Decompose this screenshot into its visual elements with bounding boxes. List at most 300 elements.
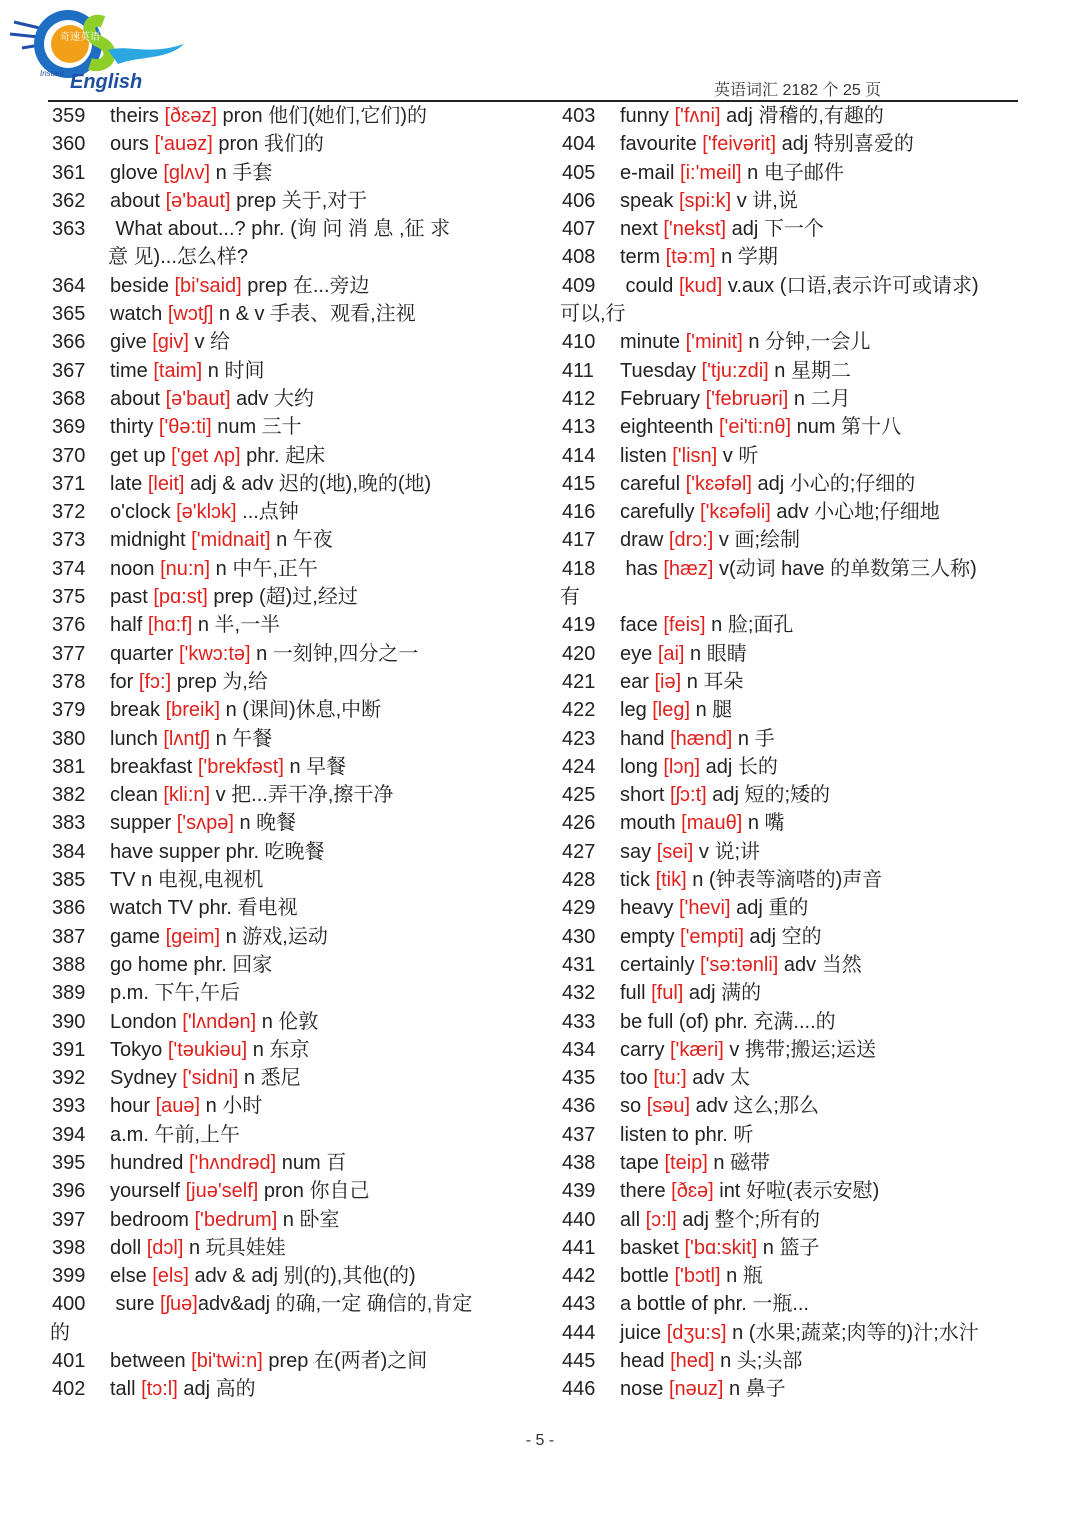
vocab-entry [562, 781, 1022, 809]
entry-phonetic: [leit] [147, 472, 185, 495]
entry-phonetic: ['bɑ:skit] [684, 1236, 758, 1259]
vocab-entry [562, 1177, 1022, 1205]
entry-definition: num 第十八 [791, 416, 902, 439]
vocab-entry [562, 1092, 1022, 1120]
entry-number: 409 [562, 274, 596, 297]
entry-word: half [110, 614, 148, 637]
entry-word: February [620, 387, 706, 410]
entry-definition: n 手套 [210, 161, 273, 184]
entry-word: beside [110, 274, 175, 297]
entry-definition: adj 特别喜爱的 [776, 133, 914, 156]
entry-phonetic: [leg] [652, 699, 691, 722]
svg-text:奇速英语: 奇速英语 [60, 32, 100, 43]
entry-number: 415 [562, 472, 596, 495]
entry-definition: n 学期 [715, 246, 778, 269]
entry-definition: adv & adj 别(的),其他(的) [188, 1265, 416, 1288]
entry-definition: n 二月 [788, 387, 851, 410]
entry-phonetic: ['februəri] [705, 387, 789, 410]
entry-word: get up [110, 444, 172, 467]
vocab-entry [562, 1347, 1022, 1375]
entry-definition: n 腿 [690, 699, 733, 722]
vocab-entry [52, 272, 527, 300]
entry-definition: prep (超)过,经过 [207, 586, 358, 609]
entry-word: hundred [110, 1151, 189, 1174]
vocab-entry [562, 809, 1022, 837]
entry-word: quarter [110, 642, 179, 665]
svg-text:Instant: Instant [40, 69, 65, 78]
entry-definition: prep 在...旁边 [241, 274, 370, 297]
vocab-entry [52, 809, 527, 837]
entry-number: 398 [52, 1236, 86, 1259]
entry-word: term [620, 246, 666, 269]
entry-number: 396 [52, 1180, 86, 1203]
entry-word: bottle [620, 1265, 675, 1288]
entry-number: 416 [562, 501, 596, 524]
entry-phonetic: ['θə:ti] [158, 416, 212, 439]
entry-phonetic: ['tju:zdi] [701, 359, 769, 382]
entry-phonetic: [ðɛə] [671, 1180, 714, 1203]
vocab-entry [562, 385, 1022, 413]
entry-word: draw [620, 529, 669, 552]
vocab-entry [562, 272, 1022, 329]
entry-definition: v 听 [717, 444, 759, 467]
vocab-entry [52, 725, 527, 753]
entry-number: 443 [562, 1293, 596, 1316]
entry-number: 427 [562, 840, 596, 863]
entry-word: juice [620, 1321, 667, 1344]
entry-number: 385 [52, 869, 86, 892]
entry-word: so [620, 1095, 647, 1118]
entry-word: head [620, 1350, 671, 1373]
vocab-entry [562, 470, 1022, 498]
entry-number: 364 [52, 274, 86, 297]
entry-phonetic: [ðɛəz] [164, 105, 217, 127]
entry-phonetic: ['ei'ti:nθ] [718, 416, 792, 439]
entry-number: 399 [52, 1265, 86, 1288]
entry-number: 437 [562, 1123, 596, 1146]
entry-word: basket [620, 1236, 685, 1259]
entry-definition: n 早餐 [283, 755, 347, 778]
vocab-entry [562, 668, 1022, 696]
entry-definition: n 眼睛 [684, 642, 747, 665]
entry-word: Tuesday [620, 359, 702, 382]
entry-word: break [110, 699, 166, 722]
entry-number: 389 [52, 982, 86, 1005]
vocab-count-info: 英语词汇 2182 个 25 页 [714, 82, 882, 99]
entry-phonetic: ['bedrum] [194, 1208, 278, 1231]
entry-phonetic: ['fʌni] [674, 105, 721, 127]
entry-definition: n 游戏,运动 [220, 925, 328, 948]
entry-number: 379 [52, 699, 86, 722]
vocab-entry [52, 951, 527, 979]
vocab-entry [52, 1092, 527, 1120]
entry-phonetic: [geim] [165, 925, 221, 948]
entry-word: heavy [620, 897, 679, 920]
entry-word: mouth [620, 812, 682, 835]
entry-definition: num 百 [276, 1151, 347, 1174]
entry-number: 422 [562, 699, 596, 722]
entry-definition: n 玩具娃娃 [183, 1236, 286, 1259]
entry-definition: adj 长的 [700, 755, 778, 778]
entry-number: 420 [562, 642, 596, 665]
entry-definition: v 携带;搬运;运送 [723, 1038, 877, 1061]
entry-number: 362 [52, 189, 86, 212]
vocab-entry [52, 1064, 527, 1092]
entry-word: carefully [620, 501, 701, 524]
entry-phonetic: [glʌv] [163, 161, 211, 184]
entry-number: 365 [52, 303, 86, 326]
entry-phonetic: [tə:m] [665, 246, 716, 269]
entry-word: there [620, 1180, 672, 1203]
entry-word: Sydney [110, 1067, 183, 1090]
vocab-entry [52, 1234, 527, 1262]
entry-phonetic: ['hevi] [678, 897, 731, 920]
entry-word: eighteenth [620, 416, 719, 439]
entry-word: hour [110, 1095, 156, 1118]
entry-phonetic: ['kɛəfəli] [700, 501, 771, 524]
entry-word: nose [620, 1378, 669, 1401]
vocab-entry [52, 102, 527, 130]
vocab-entry [52, 1262, 527, 1290]
vocab-entry [52, 130, 527, 158]
entry-definition: n (钟表等滴嗒的)声音 [686, 869, 883, 892]
vocab-entry [52, 696, 527, 724]
vocab-entry [562, 923, 1022, 951]
entry-definition: n 时间 [202, 359, 265, 382]
vocab-entry [562, 1008, 1022, 1036]
entry-word: funny [620, 105, 675, 127]
entry-word: breakfast [110, 755, 198, 778]
vocab-entry [52, 611, 527, 639]
vocab-entry [52, 838, 527, 866]
entry-number: 375 [52, 586, 86, 609]
vocab-entry [52, 753, 527, 781]
entry-word: p.m. 下午,午后 [110, 982, 241, 1005]
vocab-entry [52, 1177, 527, 1205]
entry-word: say [620, 840, 657, 863]
entry-word: careful [620, 472, 686, 495]
vocab-entry [52, 215, 527, 272]
entry-number: 392 [52, 1067, 86, 1090]
entry-continuation: 有 [560, 586, 580, 609]
entry-phonetic: [nu:n] [160, 557, 211, 580]
entry-word: watch [110, 303, 168, 326]
vocab-entry [562, 1234, 1022, 1262]
entry-number: 395 [52, 1151, 86, 1174]
entry-phonetic: [breik] [165, 699, 221, 722]
entry-number: 425 [562, 784, 596, 807]
entry-word: noon [110, 557, 161, 580]
entry-word: favourite [620, 133, 703, 156]
entry-number: 393 [52, 1095, 86, 1118]
entry-definition: n 脸;面孔 [705, 614, 794, 637]
entry-number: 417 [562, 529, 596, 552]
entry-word: a.m. 午前,上午 [110, 1123, 241, 1146]
entry-phonetic: [nəuz] [668, 1378, 724, 1401]
entry-definition: pron 你自己 [258, 1180, 370, 1203]
entry-number: 384 [52, 840, 86, 863]
entry-word: a bottle of phr. 一瓶... [620, 1293, 809, 1316]
entry-definition: prep 在(两者)之间 [262, 1350, 428, 1373]
entry-definition: int 好啦(表示安慰) [713, 1180, 880, 1203]
entry-continuation: 可以,行 [560, 303, 626, 326]
vocab-entry [52, 781, 527, 809]
entry-word: sure [110, 1293, 161, 1316]
vocab-entry [562, 725, 1022, 753]
vocab-entry [562, 1290, 1022, 1318]
entry-phonetic: ['lisn] [672, 444, 718, 467]
entry-word: short [620, 784, 671, 807]
entry-definition: pron 我们的 [212, 133, 324, 156]
entry-word: e-mail [620, 161, 681, 184]
entry-definition: adv 这么;那么 [690, 1095, 819, 1118]
vocab-entry [52, 1206, 527, 1234]
entry-number: 402 [52, 1378, 86, 1401]
vocab-entry [562, 1149, 1022, 1177]
entry-word: clean [110, 784, 164, 807]
entry-number: 411 [562, 359, 594, 382]
vocab-entry [562, 357, 1022, 385]
vocab-entry [562, 413, 1022, 441]
entry-number: 446 [562, 1378, 596, 1401]
entry-phonetic: ['sʌpə] [176, 812, 234, 835]
entry-definition: v 说;讲 [693, 840, 761, 863]
entry-number: 434 [562, 1038, 596, 1061]
entry-number: 360 [52, 133, 86, 156]
entry-word: next [620, 218, 664, 241]
entry-phonetic: [ə'klɔk] [176, 501, 237, 524]
vocab-entry [52, 1290, 527, 1347]
vocab-entry [52, 668, 527, 696]
entry-number: 413 [562, 416, 596, 439]
vocab-entry [52, 979, 527, 1007]
entry-definition: adj 短的;矮的 [706, 784, 831, 807]
vocab-entry [52, 1121, 527, 1149]
entry-number: 432 [562, 982, 596, 1005]
entry-number: 404 [562, 133, 596, 156]
entry-number: 401 [52, 1350, 86, 1373]
entry-number: 435 [562, 1067, 596, 1090]
entry-word: TV n 电视,电视机 [110, 869, 264, 892]
entry-word: about [110, 387, 166, 410]
entry-number: 442 [562, 1265, 596, 1288]
entry-number: 390 [52, 1010, 86, 1033]
entry-number: 366 [52, 331, 86, 354]
vocab-entry [52, 1149, 527, 1177]
entry-phonetic: [feis] [663, 614, 706, 637]
entry-phonetic: [iə] [654, 670, 682, 693]
entry-definition: n (水果;蔬菜;肉等的)汁;水汁 [726, 1321, 979, 1344]
vocab-entry [52, 300, 527, 328]
vocab-entry [562, 894, 1022, 922]
entry-phonetic: [taim] [153, 359, 203, 382]
entry-word: watch TV phr. 看电视 [110, 897, 298, 920]
vocab-entry [562, 611, 1022, 639]
entry-definition: n 卧室 [277, 1208, 340, 1231]
entry-number: 428 [562, 869, 596, 892]
entry-word: be full (of) phr. 充满....的 [620, 1010, 836, 1033]
vocab-entry [52, 555, 527, 583]
entry-definition: n 手 [732, 727, 775, 750]
entry-number: 359 [52, 105, 86, 127]
entry-number: 433 [562, 1010, 596, 1033]
entry-definition: n 鼻子 [723, 1378, 786, 1401]
vocab-entry [562, 1262, 1022, 1290]
entry-word: tick [620, 869, 656, 892]
entry-phonetic: [kli:n] [163, 784, 211, 807]
vocab-entry [562, 1036, 1022, 1064]
entry-phonetic: [spi:k] [678, 189, 732, 212]
entry-number: 440 [562, 1208, 596, 1231]
entry-number: 445 [562, 1350, 596, 1373]
entry-word: past [110, 586, 154, 609]
entry-phonetic: [bi'said] [174, 274, 242, 297]
entry-phonetic: [ə'baut] [165, 189, 231, 212]
vocab-entry [52, 866, 527, 894]
entry-phonetic: ['brekfəst] [197, 755, 284, 778]
entry-word: o'clock [110, 501, 177, 524]
entry-number: 371 [52, 472, 86, 495]
entry-definition: adv 大约 [230, 387, 314, 410]
entry-definition: phr. 起床 [240, 444, 326, 467]
entry-phonetic: [ful] [651, 982, 684, 1005]
entry-number: 408 [562, 246, 596, 269]
entry-definition: n 半,一半 [192, 614, 281, 637]
entry-definition: adj 空的 [743, 925, 822, 948]
entry-number: 414 [562, 444, 596, 467]
entry-word: bedroom [110, 1208, 195, 1231]
entry-phonetic: [ɔ:l] [645, 1208, 677, 1231]
vocab-entry [562, 243, 1022, 271]
entry-number: 421 [562, 670, 596, 693]
entry-definition: pron 他们(她们,它们)的 [217, 105, 428, 127]
vocab-entry [562, 866, 1022, 894]
vocab-entry [52, 894, 527, 922]
entry-word: time [110, 359, 154, 382]
entry-phonetic: [dʒu:s] [666, 1321, 727, 1344]
entry-phonetic: [els] [152, 1265, 189, 1288]
entry-phonetic: ['kɛəfəl] [685, 472, 752, 495]
vocab-entry [562, 159, 1022, 187]
entry-number: 438 [562, 1151, 596, 1174]
entry-number: 400 [52, 1293, 86, 1316]
vocab-entry [562, 1064, 1022, 1092]
entry-definition: n 伦敦 [256, 1010, 319, 1033]
entry-phonetic: [fɔ:] [138, 670, 172, 693]
entry-phonetic: [auə] [155, 1095, 201, 1118]
entry-number: 436 [562, 1095, 596, 1118]
entry-phonetic: ['feivərit] [702, 133, 777, 156]
entry-phonetic: ['təukiəu] [167, 1038, 248, 1061]
vocab-entry [562, 1121, 1022, 1149]
entry-number: 380 [52, 727, 86, 750]
entry-word: late [110, 472, 148, 495]
entry-word: tape [620, 1151, 665, 1174]
entry-number: 394 [52, 1123, 86, 1146]
entry-number: 423 [562, 727, 596, 750]
entry-definition: n 嘴 [742, 812, 785, 835]
entry-number: 372 [52, 501, 86, 524]
entry-phonetic: [səu] [646, 1095, 691, 1118]
entry-definition: adj 小心的;仔细的 [751, 472, 916, 495]
entry-definition: n 午餐 [210, 727, 273, 750]
entry-word: certainly [620, 953, 701, 976]
vocab-entry [562, 1206, 1022, 1234]
entry-number: 374 [52, 557, 86, 580]
entry-word: leg [620, 699, 653, 722]
entry-phonetic: ['sidni] [182, 1067, 239, 1090]
entry-phonetic: [wɔtʃ] [167, 303, 214, 326]
entry-word: yourself [110, 1180, 186, 1203]
vocab-entry [562, 979, 1022, 1007]
entry-definition: n (课间)休息,中断 [220, 699, 382, 722]
entry-number: 424 [562, 755, 596, 778]
vocab-entry [52, 526, 527, 554]
entry-definition: n 中午,正午 [210, 557, 318, 580]
entry-word: What about...? phr. (询 问 消 息 ,征 求 [110, 218, 451, 241]
entry-word: empty [620, 925, 681, 948]
vocab-entry [52, 159, 527, 187]
vocab-entry [562, 130, 1022, 158]
entry-number: 419 [562, 614, 596, 637]
entry-phonetic: ['auəz] [154, 133, 213, 156]
entry-number: 386 [52, 897, 86, 920]
entry-phonetic: [bi'twi:n] [191, 1350, 263, 1373]
vocab-entry [562, 215, 1022, 243]
entry-word: carry [620, 1038, 670, 1061]
entry-number: 403 [562, 105, 596, 127]
left-column [52, 102, 527, 1404]
entry-word: supper [110, 812, 177, 835]
entry-definition: v 画;绘制 [713, 529, 801, 552]
vocab-entry [52, 357, 527, 385]
entry-word: ear [620, 670, 655, 693]
entry-continuation: 意 见)...怎么样? [108, 246, 249, 269]
entry-definition: prep 为,给 [171, 670, 268, 693]
entry-word: ours [110, 133, 155, 156]
entry-definition: adj 满的 [683, 982, 762, 1005]
entry-phonetic: [ə'baut] [165, 387, 231, 410]
entry-phonetic: [tu:] [653, 1067, 687, 1090]
entry-number: 426 [562, 812, 596, 835]
entry-word: for [110, 670, 139, 693]
entry-word: give [110, 331, 153, 354]
entry-definition: v 把...弄干净,擦干净 [210, 784, 394, 807]
vocab-entry [562, 838, 1022, 866]
vocab-entry [52, 583, 527, 611]
entry-word: listen [620, 444, 673, 467]
entry-definition: n 分钟,一会儿 [742, 331, 871, 354]
entry-number: 381 [52, 755, 86, 778]
entry-word: too [620, 1067, 654, 1090]
entry-number: 373 [52, 529, 86, 552]
entry-number: 368 [52, 387, 86, 410]
vocab-entry [562, 442, 1022, 470]
vocab-entry [562, 328, 1022, 356]
entry-phonetic: ['nekst] [663, 218, 727, 241]
entry-number: 410 [562, 331, 596, 354]
vocab-entry [52, 923, 527, 951]
entry-word: minute [620, 331, 686, 354]
vocab-entry [52, 187, 527, 215]
entry-phonetic: ['kwɔ:tə] [178, 642, 251, 665]
entry-definition: ...点钟 [236, 501, 299, 524]
entry-phonetic: [sei] [656, 840, 694, 863]
entry-word: else [110, 1265, 153, 1288]
vocab-entry [52, 1347, 527, 1375]
entry-word: London [110, 1010, 183, 1033]
entry-definition: n 午夜 [270, 529, 333, 552]
